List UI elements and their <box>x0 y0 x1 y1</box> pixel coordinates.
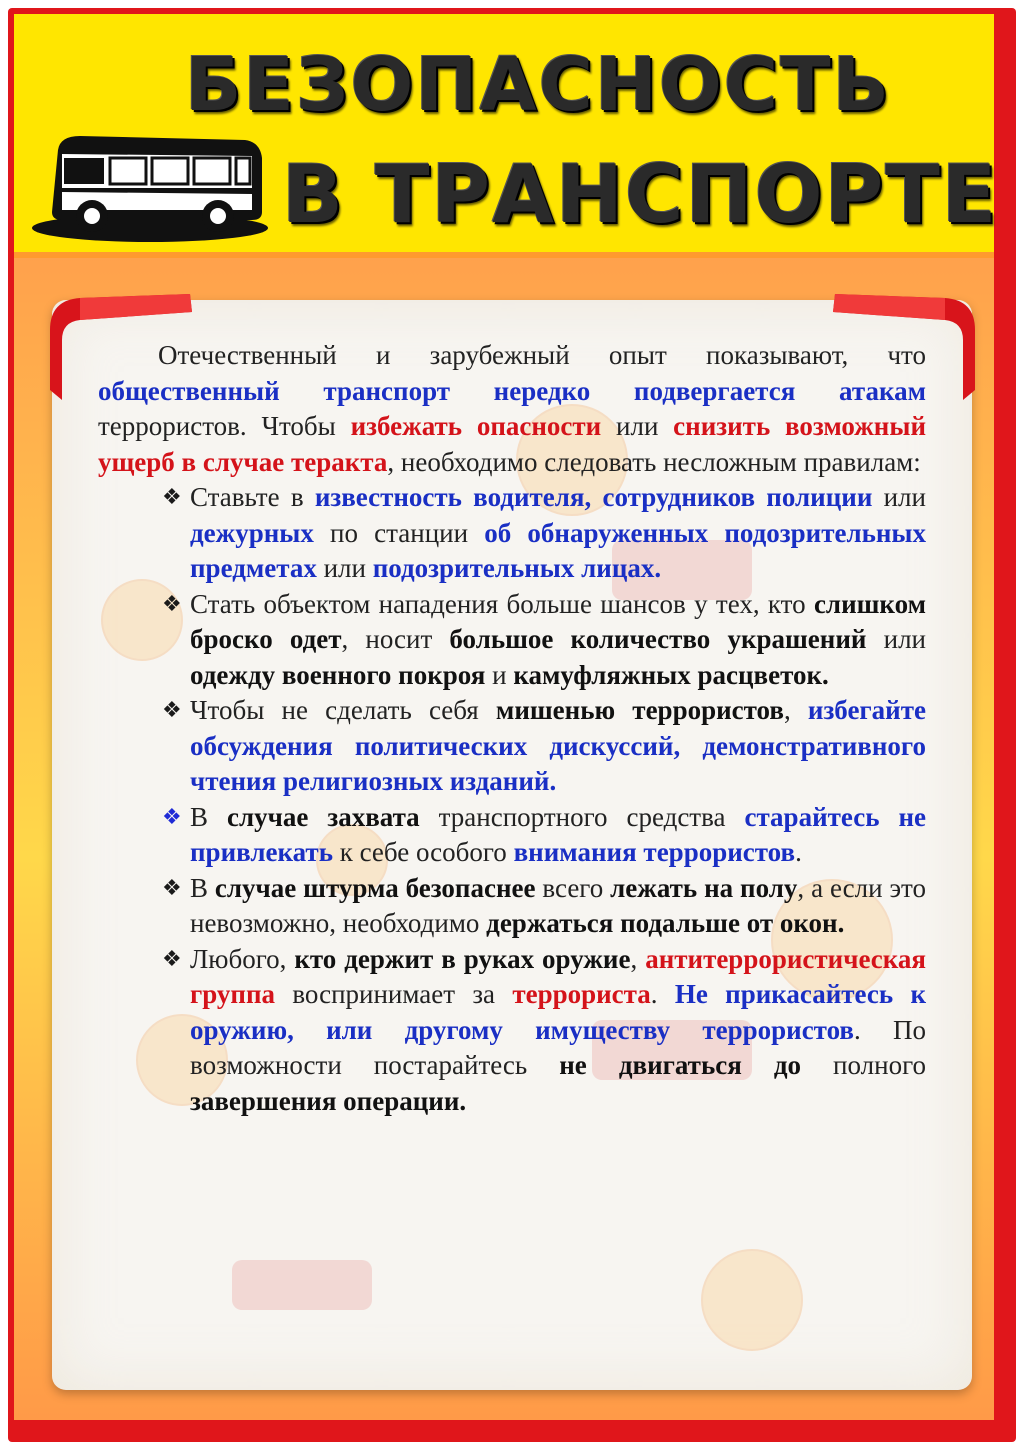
intro-segments <box>98 340 926 477</box>
text-segment: . <box>795 837 802 867</box>
rule-item <box>162 480 926 587</box>
text-segment: случае захвата <box>227 801 420 832</box>
text-segment: избегайте обсуждения политических дискуссий, демонстративного чтения религиозных изданий. <box>190 695 926 796</box>
diamond-bullet-icon: ❖ <box>162 875 182 901</box>
text-segment: держаться подальше от окон. <box>486 908 845 938</box>
text-segment: к себе особого <box>332 837 514 867</box>
text-segment: , <box>783 695 808 725</box>
text-segment: или <box>601 411 674 441</box>
text-block <box>98 338 926 1119</box>
text-segment: дежурных <box>190 517 314 548</box>
diamond-bullet-icon: ❖ <box>162 485 182 510</box>
text-segment: . <box>650 979 675 1009</box>
text-segment: В <box>190 801 228 832</box>
text-segment: , а если это невозможно, необходимо <box>190 872 926 938</box>
text-segment: известность водителя, сотрудников полиции <box>314 482 873 512</box>
text-segment: террористов. Чтобы <box>98 411 351 441</box>
text-segment: об обнаруженных подозрительных предметах <box>190 517 927 583</box>
text-segment: старайтесь не привлекать <box>190 801 927 867</box>
text-segment: не двигаться до <box>559 1050 802 1080</box>
text-segment: , необходимо следовать несложным правилам: <box>387 446 921 477</box>
text-segment: Чтобы не сделать себя <box>190 695 496 725</box>
rule-item <box>162 800 926 871</box>
text-segment: избежать опасности <box>350 411 602 441</box>
text-segment: снизить возможный ущерб в случае теракта <box>98 411 926 477</box>
diamond-bullet-icon: ❖ <box>162 946 182 972</box>
text-segment: подозрительных лицах. <box>372 553 662 583</box>
rule-item <box>162 871 926 942</box>
intro-paragraph <box>98 338 926 480</box>
text-segment: завершения операции. <box>190 1085 467 1116</box>
diamond-bullet-icon: ❖ <box>162 698 182 723</box>
text-segment: Ставьте в <box>190 482 315 512</box>
text-segment: одежду военного покроя <box>190 659 486 690</box>
diamond-bullet-icon: ❖ <box>162 804 182 830</box>
text-segment: Не прикасайтесь к оружию, или другому имуществу террористов <box>190 979 927 1045</box>
rule-item <box>162 693 926 800</box>
text-segment: по станции <box>313 517 485 548</box>
text-segment: Любого, <box>190 943 295 974</box>
text-segment: или <box>866 624 926 654</box>
title-line-2: В ТРАНСПОРТЕ <box>282 148 999 241</box>
text-segment: большое количество украшений <box>449 624 867 654</box>
text-segment: транспортного средства <box>419 801 745 832</box>
text-segment: или <box>872 482 926 512</box>
text-segment: всего <box>535 872 611 903</box>
text-segment: , носит <box>341 624 450 654</box>
text-segment: Стать объектом нападения больше шансов у тех, кто <box>190 588 814 619</box>
rule-item <box>162 587 926 694</box>
text-segment: камуфляжных расцветок. <box>513 659 829 690</box>
text-segment: Отечественный и зарубежный опыт показывают, что <box>158 340 926 370</box>
rule-item <box>162 942 926 1120</box>
diamond-bullet-icon: ❖ <box>162 591 182 617</box>
text-segment: кто держит в руках оружие <box>294 943 631 974</box>
bus-icon <box>30 130 275 245</box>
text-segment: случае штурма безопаснее <box>214 872 536 903</box>
text-segment: воспринимает за <box>275 979 513 1009</box>
text-segment: , <box>630 943 646 974</box>
text-segment: лежать на полу <box>610 872 798 903</box>
text-segment: террориста <box>512 979 651 1009</box>
text-segment: антитеррористическая группа <box>190 943 926 1009</box>
text-segment: и <box>485 659 514 690</box>
text-segment: общественный транспорт нередко подвергается атакам <box>98 375 926 406</box>
text-segment: . По возможности постарайтесь <box>190 1014 927 1080</box>
rules-list <box>162 480 926 1119</box>
text-segment: или <box>316 553 373 583</box>
text-segment: внимания террористов <box>513 837 796 867</box>
text-segment: полного <box>801 1050 926 1080</box>
text-segment: мишенью террористов <box>495 695 784 725</box>
text-segment: В <box>190 872 215 903</box>
title-line-1: БЕЗОПАСНОСТЬ <box>185 42 891 128</box>
text-segment: слишком броско одет <box>190 588 926 654</box>
